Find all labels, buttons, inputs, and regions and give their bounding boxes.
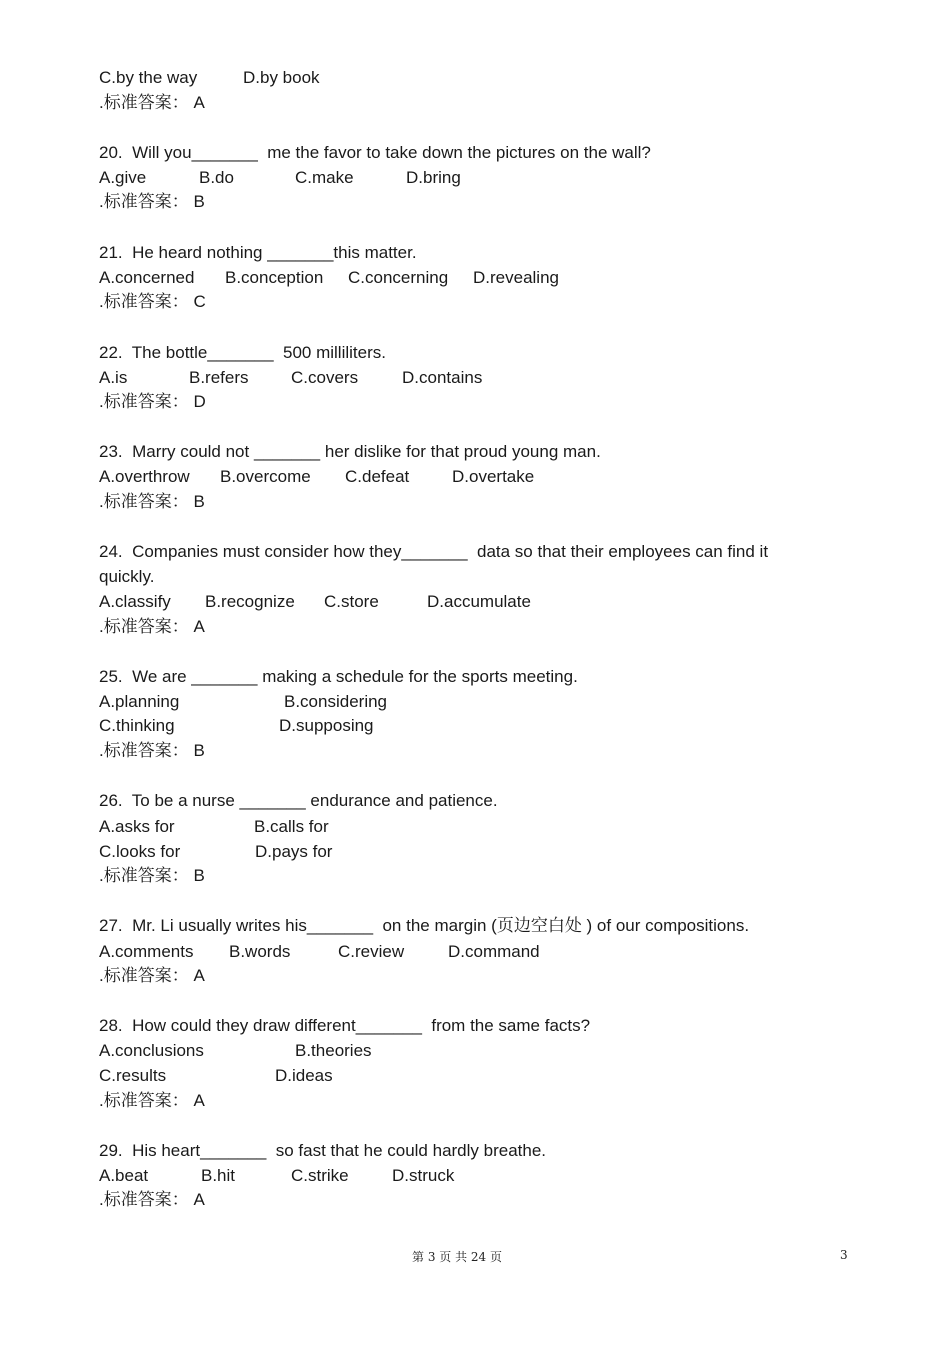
- question-stem: 26. To be a nurse _______ endurance and patience.: [99, 791, 498, 810]
- option-d: D.revealing: [473, 268, 559, 287]
- option-b: B.do: [199, 168, 234, 187]
- option-a: A.conclusions: [99, 1041, 204, 1060]
- option-d: D.bring: [406, 168, 461, 187]
- option-c: C.covers: [291, 368, 359, 387]
- option-d: D.struck: [392, 1166, 455, 1185]
- option-b: B.theories: [295, 1041, 372, 1060]
- option-d: D.by book: [243, 68, 320, 87]
- option-c: C.defeat: [345, 467, 410, 486]
- answer: .标准答案： A: [99, 617, 205, 636]
- option-a: A.is: [99, 368, 128, 387]
- option-b: B.refers: [189, 368, 249, 387]
- answer: .标准答案： B: [99, 866, 205, 885]
- option-b: B.considering: [284, 692, 388, 711]
- question-stem: 25. We are _______ making a schedule for the sports meeting.: [99, 667, 578, 686]
- question-stem: 21. He heard nothing _______this matter.: [99, 243, 417, 262]
- question-stem: 23. Marry could not _______ her dislike for that proud young man.: [99, 442, 601, 461]
- option-d: D.overtake: [452, 467, 535, 486]
- option-c: C.concerning: [348, 268, 449, 287]
- option-a: A.planning: [99, 692, 180, 711]
- question-stem: 27. Mr. Li usually writes his_______ on the margin (页边空白处 ) of our compositions.: [99, 916, 750, 935]
- page-footer-label: 第 3 页 共 24 页: [412, 1250, 502, 1264]
- answer: .标准答案： B: [99, 741, 205, 760]
- option-d: D.ideas: [275, 1066, 333, 1085]
- question-stem: 20. Will you_______ me the favor to take down the pictures on the wall?: [99, 143, 651, 162]
- option-c: C.by the way: [99, 68, 198, 87]
- option-c: C.looks for: [99, 842, 181, 861]
- answer: .标准答案： A: [99, 1091, 205, 1110]
- question-stem: 22. The bottle_______ 500 milliliters.: [99, 343, 386, 362]
- option-d: D.contains: [402, 368, 483, 387]
- option-c: C.store: [324, 592, 379, 611]
- option-c: C.strike: [291, 1166, 349, 1185]
- option-a: A.concerned: [99, 268, 195, 287]
- option-d: D.accumulate: [427, 592, 531, 611]
- option-a: A.comments: [99, 942, 194, 961]
- option-a: A.overthrow: [99, 467, 190, 486]
- option-b: B.recognize: [205, 592, 295, 611]
- option-b: B.hit: [201, 1166, 236, 1185]
- answer: .标准答案： B: [99, 492, 205, 511]
- option-b: B.words: [229, 942, 291, 961]
- option-c: C.thinking: [99, 716, 175, 735]
- option-d: D.pays for: [255, 842, 333, 861]
- option-b: B.calls for: [254, 817, 329, 836]
- answer: .标准答案： C: [99, 292, 206, 311]
- option-a: A.asks for: [99, 817, 175, 836]
- option-c: C.review: [338, 942, 405, 961]
- option-b: B.conception: [225, 268, 324, 287]
- question-stem: 28. How could they draw different_______ from the same facts?: [99, 1016, 591, 1035]
- answer: .标准答案： A: [99, 93, 205, 112]
- option-d: D.command: [448, 942, 540, 961]
- answer: .标准答案： A: [99, 1190, 205, 1209]
- question-stem: 29. His heart_______ so fast that he could hardly breathe.: [99, 1141, 547, 1160]
- option-a: A.beat: [99, 1166, 149, 1185]
- option-a: A.give: [99, 168, 147, 187]
- option-c: C.results: [99, 1066, 167, 1085]
- option-a: A.classify: [99, 592, 171, 611]
- option-c: C.make: [295, 168, 354, 187]
- question-stem: 24. Companies must consider how they_______ data so that their employees can find it: [99, 542, 769, 561]
- option-d: D.supposing: [279, 716, 374, 735]
- answer: .标准答案： A: [99, 966, 205, 985]
- option-b: B.overcome: [220, 467, 311, 486]
- page-number: 3: [840, 1248, 848, 1262]
- answer: .标准答案： D: [99, 392, 206, 411]
- question-stem-continued: quickly.: [99, 567, 155, 586]
- answer: .标准答案： B: [99, 192, 205, 211]
